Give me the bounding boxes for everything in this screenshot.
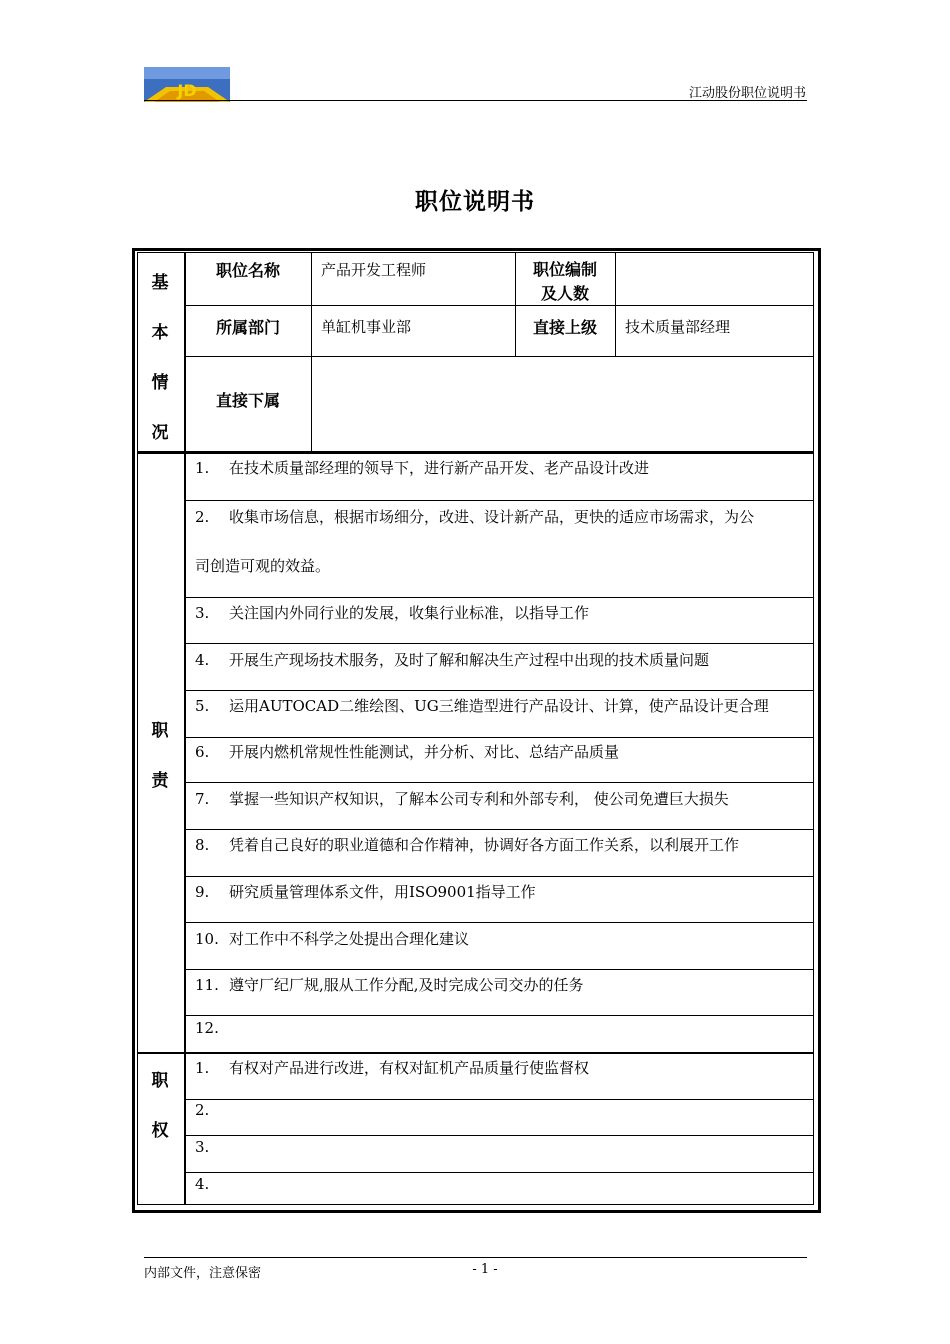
- headcount-label-line: 职位编制: [532, 260, 597, 279]
- footer-divider: [144, 1257, 807, 1258]
- section-basic-char: 情: [151, 373, 169, 393]
- footer-confidential: 内部文件，注意保密: [144, 1266, 262, 1281]
- section-duties-label: [149, 706, 171, 806]
- authority-item: 2.: [195, 1101, 210, 1119]
- duty-item: 4. 开展生产现场技术服务，及时了解和解决生产过程中出现的技术质量问题: [195, 651, 710, 669]
- section-basic-char: 本: [151, 323, 169, 343]
- subordinate-label: 直接下属: [215, 391, 280, 410]
- duty-item: 8. 凭着自己良好的职业道德和合作精神，协调好各方面工作关系，以利展开工作: [195, 836, 740, 854]
- dept-label: 所属部门: [215, 318, 280, 337]
- page-title: 职位说明书: [415, 189, 535, 215]
- duty-item: 10. 对工作中不科学之处提出合理化建议: [195, 930, 470, 948]
- section-authority-char: 权: [151, 1121, 169, 1141]
- duty-item-continuation: 司创造可观的效益。: [195, 557, 331, 575]
- company-logo: [144, 67, 230, 102]
- duty-item: 7. 掌握一些知识产权知识，了解本公司专利和外部专利， 使公司免遭巨大损失: [195, 790, 729, 808]
- header-divider: [144, 100, 807, 101]
- headcount-label-line: 及人数: [540, 284, 589, 303]
- duty-item: 1. 在技术质量部经理的领导下，进行新产品开发、老产品设计改进: [195, 459, 650, 477]
- duty-item: 6. 开展内燃机常规性性能测试，并分析、对比、总结产品质量: [195, 743, 620, 761]
- superior-value: 技术质量部经理: [625, 318, 731, 336]
- superior-label: 直接上级: [532, 318, 597, 337]
- authority-item: 4.: [195, 1175, 210, 1193]
- duty-item: 11. 遵守厂纪厂规,服从工作分配,及时完成公司交办的任务: [195, 976, 584, 994]
- section-basic-char: 基: [151, 273, 169, 293]
- duty-item: 12.: [195, 1019, 219, 1037]
- section-basic-label: [149, 258, 171, 458]
- svg-text:JD: JD: [177, 81, 197, 100]
- authority-item: 3.: [195, 1138, 210, 1156]
- headcount-label: [515, 258, 615, 306]
- duty-item: 5. 运用AUTOCAD二维绘图、UG三维造型进行产品设计、计算，使产品设计更合理: [195, 697, 769, 715]
- section-duties-char: 责: [151, 771, 169, 791]
- page-number: - 1 -: [472, 1262, 498, 1277]
- position-name-value: 产品开发工程师: [321, 261, 427, 279]
- dept-value: 单缸机事业部: [321, 318, 412, 336]
- section-authority-char: 职: [151, 1071, 169, 1091]
- section-authority-label: [149, 1056, 171, 1156]
- position-name-label: 职位名称: [215, 261, 280, 280]
- duty-item: 9. 研究质量管理体系文件，用ISO9001指导工作: [195, 883, 536, 901]
- authority-item: 1. 有权对产品进行改进，有权对缸机产品质量行使监督权: [195, 1059, 590, 1077]
- section-basic-char: 况: [151, 423, 169, 443]
- duty-item: 3. 关注国内外同行业的发展，收集行业标准，以指导工作: [195, 604, 590, 622]
- duty-item: 2. 收集市场信息，根据市场细分，改进、设计新产品，更快的适应市场需求，为公: [195, 508, 755, 526]
- section-duties-char: 职: [151, 721, 169, 741]
- header-doc-title: 江动股份职位说明书: [688, 86, 806, 101]
